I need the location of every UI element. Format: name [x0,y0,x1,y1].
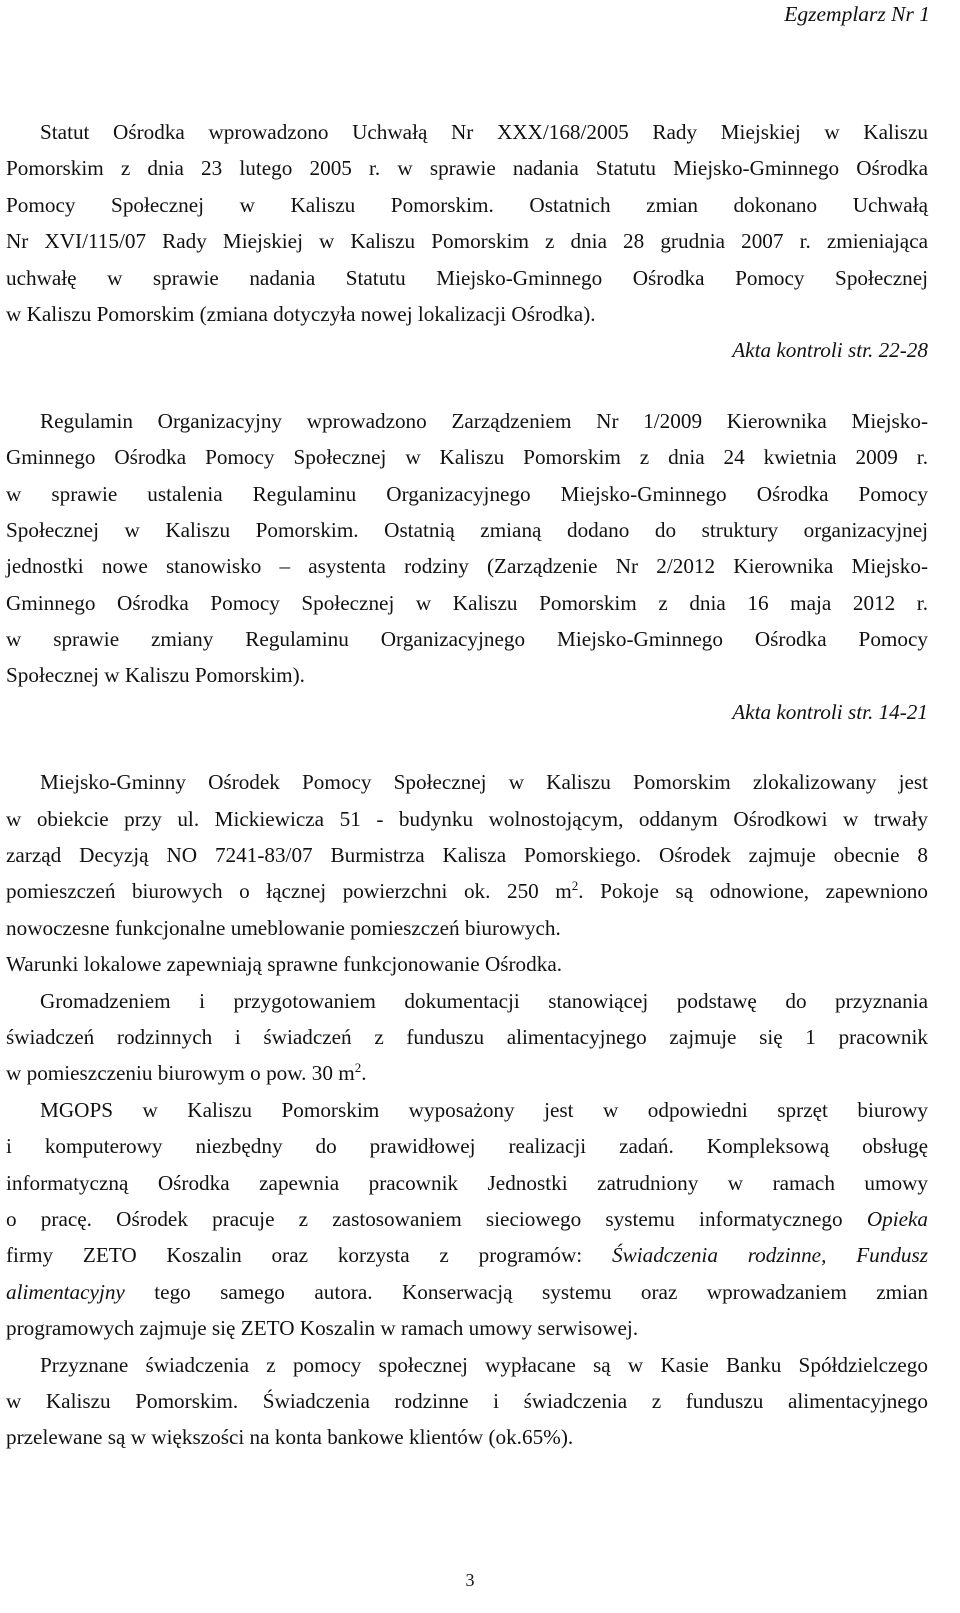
text-segment: w pomieszczeniu biurowym o pow. 30 m [6,1061,355,1086]
text-line: zarząd Decyzją NO 7241-83/07 Burmistrza Kalisza Pomorskiego. Ośrodek zajmuje obecnie 8 [6,843,928,868]
text-line: uchwałę w sprawie nadania Statutu Miejsko-Gminnego Ośrodka Pomocy Społecznej [6,265,928,290]
text-line: w sprawie zmiany Regulaminu Organizacyjnego Miejsko-Gminnego Ośrodka Pomocy [6,627,928,652]
paragraph-payments [6,1347,928,1456]
text-line: przelewane są w większości na konta bankowe klientów (ok.65%). [6,1425,574,1450]
audit-reference: Akta kontroli str. 14-21 [732,699,928,724]
text-line: Społecznej w Kaliszu Pomorskim). [6,663,305,688]
text-line [6,1055,928,1091]
text-line [6,1201,928,1237]
text-line: nowoczesne funkcjonalne umeblowanie pomieszczeń biurowych. [6,915,561,940]
text-line: Przyznane świadczenia z pomocy społecznej wypłacane są w Kasie Banku Spółdzielczego [40,1352,928,1377]
paragraph-location [6,764,928,982]
superscript: 2 [571,878,579,894]
software-name: Świadczenia rodzinne, Fundusz [611,1243,929,1268]
text-line: w obiekcie przy ul. Mickiewicza 51 - budynku wolnostojącym, oddanym Ośrodkowi w trwały [6,806,928,831]
text-line: Statut Ośrodka wprowadzono Uchwałą Nr XXX/168/2005 Rady Miejskiej w Kaliszu [40,120,928,144]
text-line: programowych zajmuje się ZETO Koszalin w ramach umowy serwisowej. [6,1316,639,1341]
spacer [6,730,928,764]
text-line: w Kaliszu Pomorskim. Świadczenia rodzinne i świadczenia z funduszu alimentacyjnego [6,1388,928,1413]
text-line: Miejsko-Gminny Ośrodek Pomocy Społecznej w Kaliszu Pomorskim zlokalizowany jest [40,770,928,795]
text-line: świadczeń rodzinnych i świadczeń z funduszu alimentacyjnego zajmuje się 1 pracownik [6,1024,928,1049]
spacer [6,369,928,403]
text-line: i komputerowy niezbędny do prawidłowej realizacji zadań. Kompleksową obsługę [6,1134,928,1159]
software-name: Opieka [866,1206,928,1231]
text-line: MGOPS w Kaliszu Pomorskim wyposażony jest w odpowiedni sprzęt biurowy [40,1097,928,1122]
superscript: 2 [354,1060,362,1076]
text-line: Pomorskim z dnia 23 lutego 2005 r. w sprawie nadania Statutu Miejsko-Gminnego Ośrodka [6,156,928,181]
text-line [6,1237,928,1273]
text-line: w Kaliszu Pomorskim (zmiana dotyczyła nowej lokalizacji Ośrodka). [6,301,596,326]
copy-label: Egzemplarz Nr 1 [784,2,930,26]
paragraph-staff [6,983,928,1092]
text-line: Warunki lokalowe zapewniają sprawne funkcjonowanie Ośrodka. [6,952,563,977]
text-segment: . [361,1061,367,1086]
text-line: Regulamin Organizacyjny wprowadzono Zarządzeniem Nr 1/2009 Kierownika Miejsko- [40,408,928,433]
text-line: jednostki nowe stanowisko – asystenta rodziny (Zarządzenie Nr 2/2012 Kierownika Miejsko- [6,554,928,579]
text-line [6,873,928,909]
text-line: Nr XVI/115/07 Rady Miejskiej w Kaliszu Pomorskim z dnia 28 grudnia 2007 r. zmieniająca [6,229,928,254]
software-name: alimentacyjny [6,1279,125,1304]
paragraph-statute [6,114,928,369]
text-segment: firmy ZETO Koszalin oraz korzysta z programów: [6,1243,612,1268]
text-segment: o pracę. Ośrodek pracuje z zastosowaniem sieciowego systemu informatycznego [6,1206,867,1231]
text-segment: . Pokoje są odnowione, zapewniono [578,879,928,904]
text-segment: tego samego autora. Konserwacją systemu oraz wprowadzaniem zmian [124,1279,928,1304]
paragraph-regulations [6,403,928,731]
text-line: informatyczną Ośrodka zapewnia pracownik Jednostki zatrudniony w ramach umowy [6,1170,928,1195]
document-body [6,114,928,1456]
text-line: w sprawie ustalenia Regulaminu Organizacyjnego Miejsko-Gminnego Ośrodka Pomocy [6,481,928,506]
text-line: Społecznej w Kaliszu Pomorskim. Ostatnią zmianą dodano do struktury organizacyjnej [6,517,928,542]
text-line: Gminnego Ośrodka Pomocy Społecznej w Kaliszu Pomorskim z dnia 16 maja 2012 r. [6,590,928,615]
text-line: Gminnego Ośrodka Pomocy Społecznej w Kaliszu Pomorskim z dnia 24 kwietnia 2009 r. [6,445,928,470]
paragraph-equipment [6,1092,928,1347]
text-line [6,1274,928,1310]
text-line: Gromadzeniem i przygotowaniem dokumentacji stanowiącej podstawę do przyznania [40,988,928,1013]
text-segment: pomieszczeń biurowych o łącznej powierzchni ok. 250 m [6,879,572,904]
text-line: Pomocy Społecznej w Kaliszu Pomorskim. Ostatnich zmian dokonano Uchwałą [6,192,928,217]
audit-reference: Akta kontroli str. 22-28 [732,338,928,363]
page-number: 3 [465,1570,475,1590]
